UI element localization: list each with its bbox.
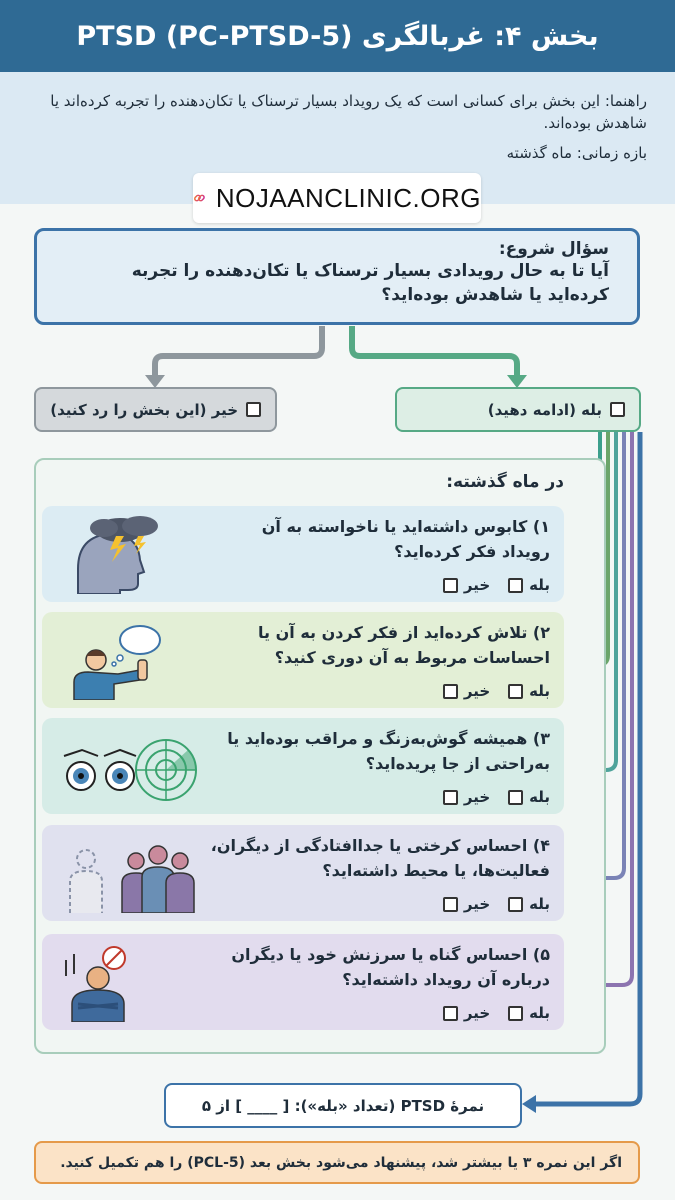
no-checkbox[interactable] (246, 402, 261, 417)
answer-yes[interactable] (508, 1004, 550, 1022)
question-card-2 (42, 612, 564, 708)
instructions-text: راهنما: این بخش برای کسانی است که یک رویداد بسیار ترسناک یا تکان‌دهنده را تجربه کرده‌اند یا شاهدش بوده‌اند. (50, 92, 647, 132)
no-option[interactable] (34, 387, 277, 432)
arrow-to-yes (352, 326, 517, 378)
answer-yes[interactable] (508, 895, 550, 913)
answer-no[interactable] (443, 682, 490, 700)
arrow-head-score (522, 1095, 536, 1113)
answer-yes-label: بله (529, 1004, 550, 1022)
answer-no-label: خیر (463, 788, 491, 806)
detached-group-icon (58, 833, 198, 913)
question-card-3 (42, 718, 564, 814)
answer-no-label: خیر (463, 682, 491, 700)
checkbox[interactable] (443, 790, 458, 805)
guilt-person-icon (58, 942, 198, 1022)
question-text: ۲) تلاش کرده‌اید از فکر کردن به آن یا احساسات مربوط به آن دوری کنید؟ (258, 623, 550, 667)
start-question (34, 228, 640, 325)
question-card-4 (42, 825, 564, 921)
answer-yes[interactable] (508, 682, 550, 700)
panel-title: در ماه گذشته: (446, 472, 564, 492)
question-text: ۳) همیشه گوش‌به‌زنگ و مراقب بوده‌اید یا به‌راحتی از جا پریده‌اید؟ (227, 729, 550, 773)
question-text: ۵) احساس گناه یا سرزنش خود یا دیگران درباره آن رویداد داشته‌اید؟ (231, 945, 550, 989)
avoidance-person-icon (58, 620, 198, 700)
note-text: اگر این نمره ۳ یا بیشتر شد، پیشنهاد می‌شود بخش بعد (PCL-5) را هم تکمیل کنید. (60, 1154, 622, 1171)
checkbox[interactable] (508, 1006, 523, 1021)
yes-option[interactable] (395, 387, 641, 432)
checkbox[interactable] (443, 1006, 458, 1021)
answer-options (443, 895, 550, 913)
score-field[interactable] (164, 1083, 522, 1128)
checkbox[interactable] (443, 684, 458, 699)
answer-yes-label: بله (529, 788, 550, 806)
score-label: نمرهٔ PTSD (تعداد «بله»): [ ____ ] از ۵ (201, 1096, 485, 1115)
question-text: ۴) احساس کرختی یا جداافتادگی از دیگران، فعالیت‌ها، یا محیط داشته‌اید؟ (210, 836, 550, 880)
answer-no[interactable] (443, 895, 490, 913)
answer-yes-label: بله (529, 576, 550, 594)
answer-no-label: خیر (463, 576, 491, 594)
answer-yes-label: بله (529, 895, 550, 913)
yes-checkbox[interactable] (610, 402, 625, 417)
answer-yes-label: بله (529, 682, 550, 700)
answer-no[interactable] (443, 788, 490, 806)
answer-yes[interactable] (508, 788, 550, 806)
no-option-label: خیر (این بخش را رد کنید) (50, 400, 238, 419)
checkbox[interactable] (508, 578, 523, 593)
question-card-1 (42, 506, 564, 602)
answer-no-label: خیر (463, 1004, 491, 1022)
answer-options (443, 576, 550, 594)
recommendation-note (34, 1141, 640, 1184)
checkbox[interactable] (508, 684, 523, 699)
yes-option-label: بله (ادامه دهید) (487, 400, 602, 419)
answer-no[interactable] (443, 1004, 490, 1022)
checkbox[interactable] (508, 790, 523, 805)
time-period: بازه زمانی: ماه گذشته (506, 144, 647, 162)
answer-options (443, 788, 550, 806)
arrow-to-no (155, 326, 322, 378)
start-question-text: آیا تا به حال رویدادی بسیار ترسناک یا تکان‌دهنده را تجربه کرده‌اید یا شاهدش بوده‌اید؟ (131, 261, 609, 305)
checkbox[interactable] (443, 897, 458, 912)
question-card-5 (42, 934, 564, 1030)
answer-options (443, 682, 550, 700)
watermark (193, 173, 481, 223)
checkbox[interactable] (508, 897, 523, 912)
page-title: بخش ۴: غربالگری PTSD (PC-PTSD-5) (0, 0, 675, 72)
start-question-title: سؤال شروع: (498, 239, 609, 259)
question-text: ۱) کابوس داشته‌اید یا ناخواسته به آن رویداد فکر کرده‌اید؟ (261, 517, 550, 561)
answer-no-label: خیر (463, 895, 491, 913)
answer-no[interactable] (443, 576, 490, 594)
watermark-text: NOJAANCLINIC.ORG (215, 182, 481, 213)
link-icon (193, 185, 206, 211)
alert-eyes-radar-icon (58, 726, 198, 806)
answer-yes[interactable] (508, 576, 550, 594)
checkbox[interactable] (443, 578, 458, 593)
answer-options (443, 1004, 550, 1022)
storm-head-icon (58, 514, 198, 594)
